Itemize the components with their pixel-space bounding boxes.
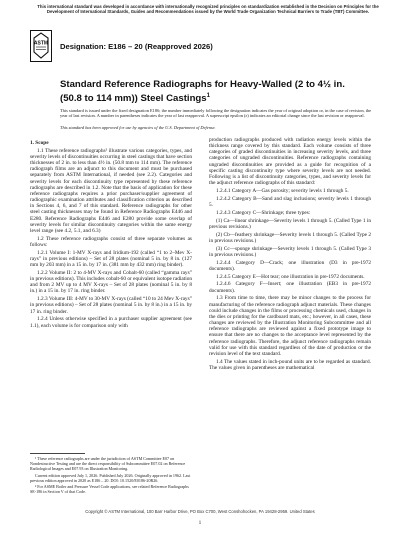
paragraph: production radiographs produced with radiation energy levels within the thickness range covered by this standard. Each volume consists of three categories of graded discontinuities in increasing severity levels, and three categories of ungraded discontinuities. Reference radiographs containing ungraded discontinuities are provided as a guide for recognition of a specific casting discontinuity type where severity levels are not needed. Following is a list of discontinuity categories, types, and severity levels for the adjunct reference radiographs of this standard: (209, 137, 371, 187)
document-title (60, 79, 360, 104)
page-number: 1 (198, 520, 202, 526)
footnotes (30, 456, 192, 496)
astm-logo-icon (30, 30, 52, 62)
paragraph: 1.2.4 Unless otherwise specified in a purchaser supplier agreement (see 1.1), each volume is for comparison only with (30, 316, 192, 329)
paragraph: 1.2.4.2 Category B—Sand and slag inclusions; severity levels 1 through 5. (209, 195, 371, 208)
paragraph: (1) Ca—linear shrinkage—Severity levels 1 through 5. (Called Type 1 in previous revisions.) (209, 217, 371, 230)
svg-text:ASTM: ASTM (33, 40, 49, 47)
paragraph: 1.2.4.3 Category C—Shrinkage; three types: (216, 209, 311, 216)
right-column (209, 137, 371, 373)
paragraph: 1.2.4.6 Category F—Insert; one illustration (EB3 in pre-1972 documents). (209, 281, 371, 294)
copyright-footer: Copyright © ASTM International, 100 Barr Harbor Drive, PO Box C700, West Conshohocken, PA 19428-2959. United States (85, 509, 315, 514)
title-text: Standard Reference Radiographs for Heavy-Walled (2 to 4½ in. (50.8 to 114 mm)) Steel Castings (60, 79, 345, 104)
footnote-divider (30, 453, 85, 454)
top-notice: This international standard was developed in accordance with internationally recognized principles on standardization established in the Decision on Principles for the Development of International Standards, Guides and Recommendations issued by the World Trade Organization Technical Barriers to Trade (TBT) Committee. (37, 4, 379, 15)
paragraph: 1.2 These reference radiographs consist of three separate volumes as follows: (30, 235, 192, 248)
left-column (30, 140, 192, 330)
paragraph: (3) Cc—sponge shrinkage—Severity levels 1 through 5. (Called Type 3 in previous revisions.) (209, 245, 371, 258)
section-heading-scope: 1. Scope (30, 140, 49, 146)
intro-note: This standard is issued under the fixed designation E186; the number immediately following the designation indicates the year of original adoption or, in the case of revision, the year of last revision. A number in parentheses indicates the year of last reapproval. A superscript epsilon (ε) indicates an editorial change since the last revision or reapproval. (60, 108, 372, 119)
paragraph: 1.2.2 Volume II: 2 to 4-MV X-rays and Cobalt-60 (called “gamma rays” in previous editions). This includes cobalt-60 or equivalent isotope radiation and from 2 MV up to 4 MV X-rays – Set of 28 plates (nominal 5 in. by 8 in.) in a 15 in. by 17 in. ring binder. (30, 269, 192, 295)
footnote: Current edition approved July 1, 2026. Published July 2026. Originally approved in 1962. Last previous edition approved in 2020 as E186 – 20. DOI: 10.1520/E0186-20R26. (30, 472, 191, 483)
paragraph: 1.2.1 Volume I: 1-MV X-rays and Iridium-192 (called “1 to 2–Mev X-rays” in previous editions) – Set of 28 plates (nominal 5 in. by 8 in. (127 mm by 203 mm) in a 15 in. by 17 in. (381 mm by 432 mm) ring binder). (30, 249, 192, 269)
paragraph: 1.2.3 Volume III: 4-MV to 30-MV X-rays (called “10 to 24 Mev X-rays” in previous editions) – Set of 28 plates (nominal 5 in. by 8 in.) in a 15 in. by 17 in. ring binder. (30, 296, 192, 315)
paragraph: 1.1 These reference radiographs² illustrate various categories, types, and severity levels of discontinuities occurring in steel castings that have section thicknesses of 2 in. to less than 4½ in. (50.8 mm to 114 mm). The reference radiograph films are an adjunct to this document and must be purchased separately from ASTM International, if needed (see 2.2). Categories and severity levels for each discontinuity type represented by these reference radiographs are described in 1.2. Note that the basis of application for these reference radiographs requires a prior purchaser/supplier agreement of radiographic examination attributes and classification criterion as described in Sections 4, 6, and 7 of this standard. Reference radiographs for other steel casting thicknesses may be found in Reference Radiographs E446 and E280. Reference Radiographs E446 and E280 provide some overlap of severity levels for similar discontinuity categories within the same energy level range (see 4.2, 5.1, and 6.3) (30, 147, 192, 234)
title-footnote-ref: 1 (206, 92, 210, 99)
paragraph: 1.2.4.1 Category A—Gas porosity; severity levels 1 through 5. (216, 187, 349, 194)
designation: Designation: E186 – 20 (Reapproved 2026) (60, 42, 213, 51)
paragraph: 1.3 From time to time, there may be minor changes to the process for manufacturing of the reference radiograph adjunct materials. These changes could include changes in the films or processing chemicals used, changes in the dies or printing for the cardboard mats, etc.; however, in all cases, these changes are reviewed by the Illustration Monitoring Subcommittee and all reference radiographs are reviewed against a fixed prototype image to ensure that there are no changes to the acceptance level represented by the reference radiographs. Therefore, the adjunct reference radiographs remain valid for use with this standard regardless of the date of production or the revision level of the text standard. (209, 295, 371, 357)
paragraph: 1.2.4.4 Category D—Crack; one illustration (D3 in pre-1972 documents). (209, 259, 371, 272)
paragraph: (2) Cb—feathery shrinkage—Severity levels 1 through 5. (Called Type 2 in previous revisions.) (209, 231, 371, 244)
paragraph: 1.4 The values stated in inch-pound units are to be regarded as standard. The values given in parentheses are mathematical (209, 358, 371, 371)
footnote: ² For ASME Boiler and Pressure Vessel Code applications, see related Reference Radiographs SE-186 in Section V of that Code. (30, 484, 189, 494)
footnote: ¹ These reference radiographs are under the jurisdiction of ASTM Committee E07 on Nondestructive Testing and are the direct responsibility of Subcommittee E07.02 on Reference Radiological Images and E07.93 on Illustration Monitoring. (30, 456, 186, 471)
dod-note: This standard has been approved for use by agencies of the U.S. Department of Defense. (60, 125, 216, 130)
paragraph: 1.2.4.5 Category E—Hot tear; one illustration in pre-1972 documents. (216, 273, 365, 280)
